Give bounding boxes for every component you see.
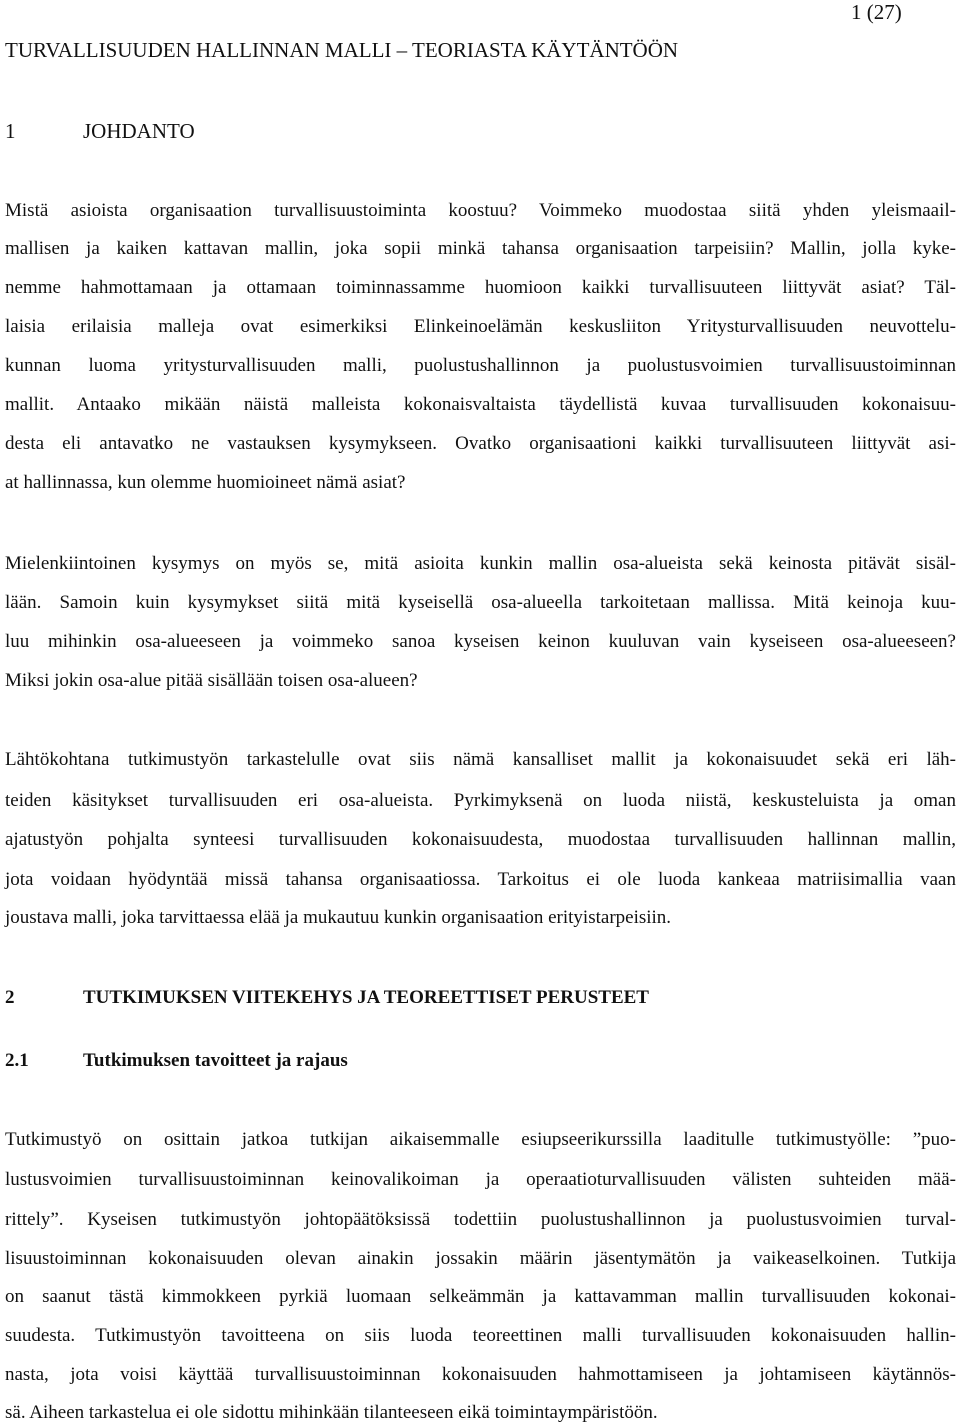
text-line: kunnan luoma yritysturvallisuuden malli, puolustushallinnon ja puolustusvoimien turvallisuustoiminnan	[5, 355, 956, 376]
text-line: lään. Samoin kuin kysymykset siitä mitä kyseisellä osa-alueella tarkoitetaan mallissa. Mitä keinoja kuu-	[5, 592, 956, 613]
heading-text: TUTKIMUKSEN VIITEKEHYS JA TEOREETTISET PERUSTEET	[83, 987, 649, 1008]
text-line: rittely”. Kyseisen tutkimustyön johtopäätöksissä todettiin puolustushallinnon ja puolustusvoimien turval-	[5, 1209, 956, 1230]
text-line: lustusvoimien turvallisuustoiminnan keinovalikoiman ja operaatioturvallisuuden välisten suhteiden mää-	[5, 1169, 956, 1190]
heading-number: 2	[5, 987, 15, 1008]
text-line: ajatustyön pohjalta synteesi turvallisuuden kokonaisuudesta, muodostaa turvallisuuden hallinnan mallin,	[5, 829, 956, 850]
text-line: Lähtökohtana tutkimustyön tarkastelulle ovat siis nämä kansalliset mallit ja kokonaisuudet sekä eri läh-	[5, 749, 956, 770]
heading-number: 2.1	[5, 1050, 29, 1071]
text-line: joustava malli, joka tarvittaessa elää ja mukautuu kunkin organisaation erityistarpeisiin.	[5, 907, 672, 928]
text-line: at hallinnassa, kun olemme huomioineet nämä asiat?	[5, 472, 406, 493]
text-line: lisuustoiminnan kokonaisuuden olevan ainakin jossakin määrin jäsentymätön ja vaikeaselkoinen. Tutkija	[5, 1248, 956, 1269]
text-line: mallit. Antaako mikään näistä malleista kokonaisvaltaista täydellistä kuvaa turvallisuuden kokonaisuu-	[5, 394, 956, 415]
text-line: nasta, jota voisi käyttää turvallisuustoiminnan kokonaisuuden hahmottamiseen ja johtamiseen käytännös-	[5, 1364, 956, 1385]
heading-text: JOHDANTO	[83, 119, 195, 143]
document-title: TURVALLISUUDEN HALLINNAN MALLI – TEORIASTA KÄYTÄNTÖÖN	[5, 38, 679, 62]
text-line: Mielenkiintoinen kysymys on myös se, mitä asioita kunkin mallin osa-alueista sekä keinosta pitävät sisäl-	[5, 553, 956, 574]
text-line: sä. Aiheen tarkastelua ei ole sidottu mihinkään tilanteeseen eikä toimintaympäristöön.	[5, 1402, 658, 1423]
text-line: suudesta. Tutkimustyön tavoitteena on siis luoda teoreettinen malli turvallisuuden kokonaisuuden hallin-	[5, 1325, 956, 1346]
page-number: 1 (27)	[851, 0, 902, 24]
heading-number: 1	[5, 119, 16, 143]
text-line: on saanut tästä kimmokkeen pyrkiä luomaan selkeämmän ja kattavamman mallin turvallisuuden kokonai-	[5, 1286, 956, 1307]
heading-text: Tutkimuksen tavoitteet ja rajaus	[83, 1050, 348, 1071]
text-line: luu mihinkin osa-alueeseen ja voimmeko sanoa kyseisen keinon kuuluvan vain kyseiseen osa-alueeseen?	[5, 631, 956, 652]
text-line: mallisen ja kaiken kattavan mallin, joka sopii minkä tahansa organisaation tarpeisiin? Mallin, jolla kyke-	[5, 238, 956, 259]
text-line: Tutkimustyö on osittain jatkoa tutkijan aikaisemmalle esiupseerikurssilla laaditulle tutkimustyölle: ”puo-	[5, 1129, 956, 1150]
text-line: jota voidaan hyödyntää missä tahansa organisaatiossa. Tarkoitus ei ole luoda kankeaa matriisimallia vaan	[5, 869, 956, 890]
text-line: Miksi jokin osa-alue pitää sisällään toisen osa-alueen?	[5, 670, 418, 691]
text-line: Mistä asioista organisaation turvallisuustoiminta koostuu? Voimmeko muodostaa siitä yhden yleismaail-	[5, 200, 956, 221]
text-line: desta eli antavatko ne vastauksen kysymykseen. Ovatko organisaationi kaikki turvallisuuteen liittyvät asi-	[5, 433, 956, 454]
text-line: nemme hahmottamaan ja ottamaan toiminnassamme huomioon kaikki turvallisuuteen liittyvät asiat? Täl-	[5, 277, 956, 298]
text-line: teiden käsitykset turvallisuuden eri osa-alueista. Pyrkimyksenä on luoda niistä, keskusteluista ja oman	[5, 790, 956, 811]
text-line: laisia erilaisia malleja ovat esimerkiksi Elinkeinoelämän keskusliiton Yritysturvallisuuden neuvottelu-	[5, 316, 956, 337]
